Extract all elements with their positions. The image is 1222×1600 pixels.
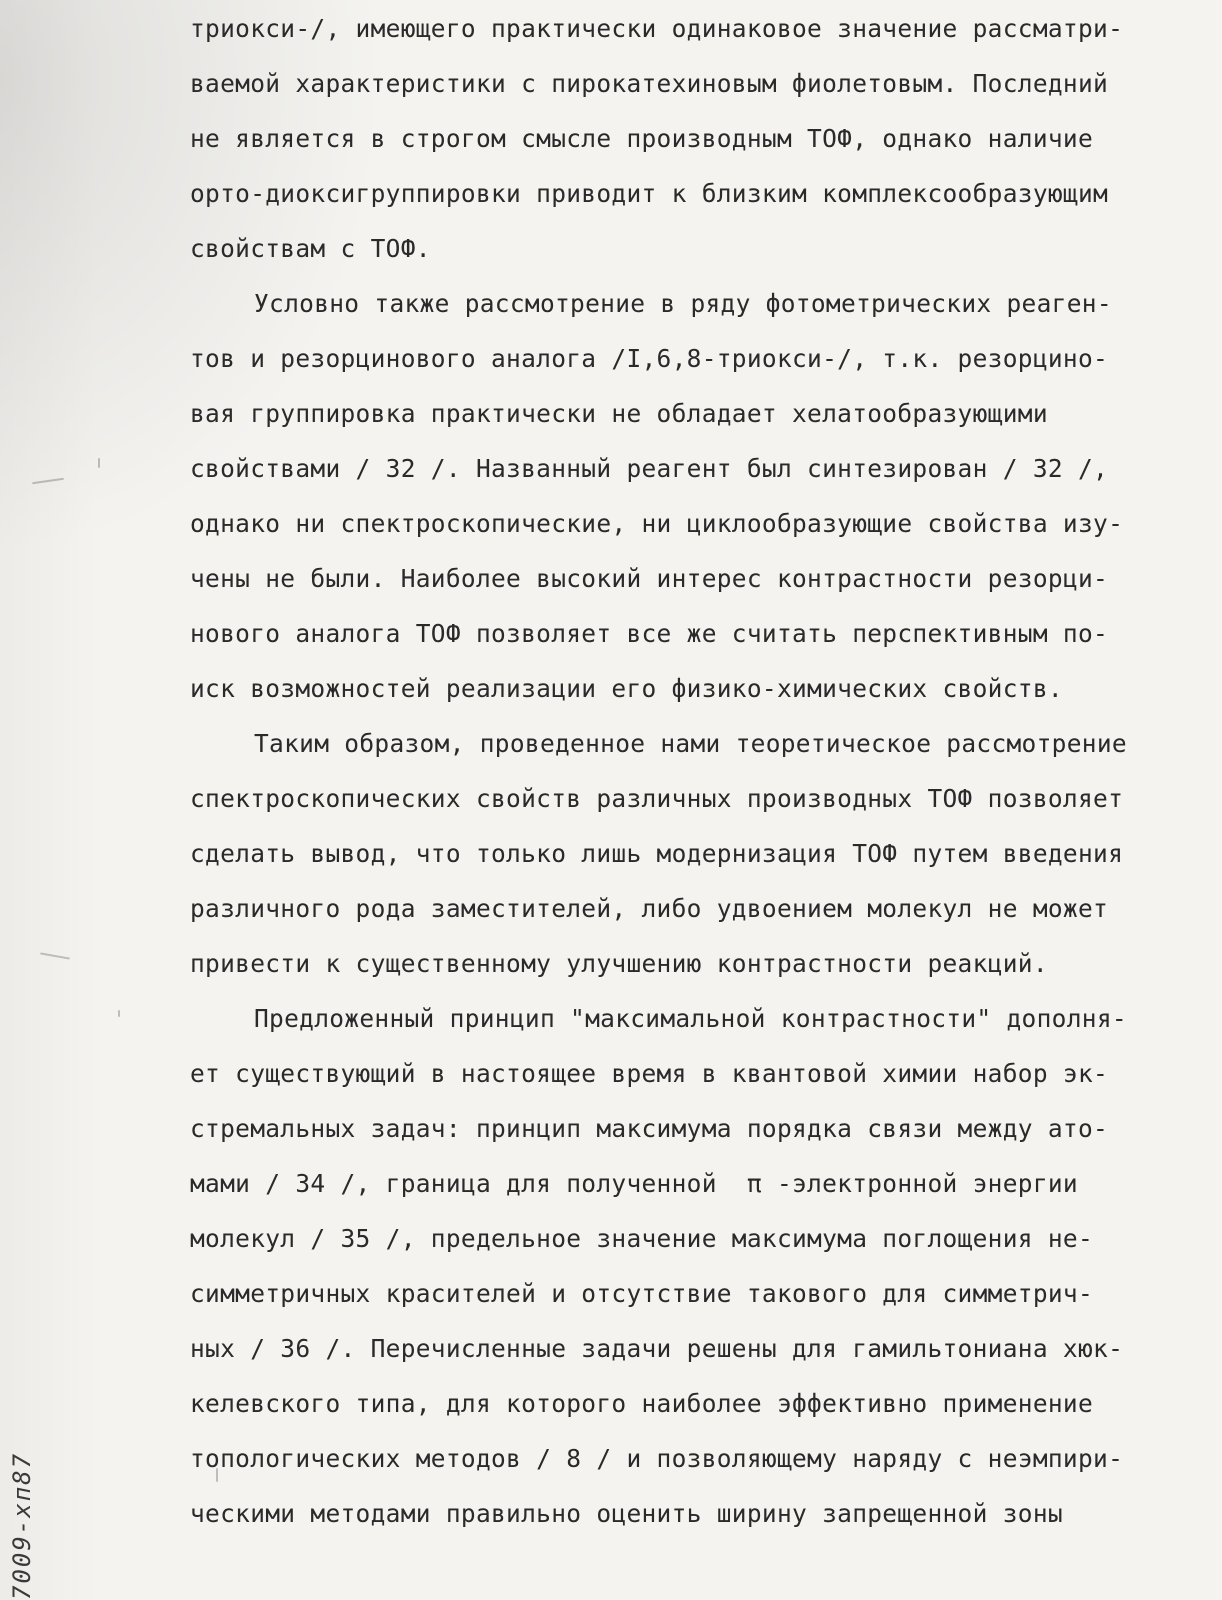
- text-line: привести к существенному улучшению контрастности реакций.: [190, 949, 1048, 978]
- body-text: [190, 0, 1190, 1540]
- scan-mark: [32, 478, 64, 484]
- paragraph-start-line: Условно также рассмотрение в ряду фотометрических реаген-: [254, 289, 1112, 318]
- text-line: спектроскопических свойств различных производных ТОФ позволяет: [190, 784, 1124, 813]
- text-line: ваемой характеристики с пирокатехиновым фиолетовым. Последний: [190, 69, 1109, 98]
- text-line: тов и резорцинового аналога /I,6,8-триокси-/, т.к. резорцино-: [190, 344, 1109, 373]
- text-line: не является в строгом смысле производным ТОФ, однако наличие: [190, 124, 1094, 153]
- text-line: стремальных задач: принцип максимума порядка связи между ато-: [190, 1114, 1109, 1143]
- text-line: топологических методов / 8 / и позволяющему наряду с неэмпири-: [190, 1444, 1124, 1473]
- text-line: свойствам с ТОФ.: [190, 234, 431, 263]
- text-line: орто-диоксигруппировки приводит к близким комплексообразующим: [190, 179, 1109, 208]
- scan-mark: [40, 952, 70, 959]
- text-line: молекул / 35 /, предельное значение максимума поглощения не-: [190, 1224, 1094, 1253]
- scan-mark: [98, 458, 100, 468]
- text-line: свойствами / 32 /. Названный реагент был синтезирован / 32 /,: [190, 454, 1109, 483]
- margin-handwritten-note: 7009-хп87: [8, 1451, 36, 1600]
- paragraph-start-line: Таким образом, проведенное нами теоретическое рассмотрение: [254, 729, 1127, 758]
- text-line: мами / 34 /, граница для полученной π -электронной энергии: [190, 1169, 1078, 1198]
- text-line: нового аналога ТОФ позволяет все же считать перспективным по-: [190, 619, 1109, 648]
- text-line: вая группировка практически не обладает хелатообразующими: [190, 399, 1048, 428]
- text-line: различного рода заместителей, либо удвоением молекул не может: [190, 894, 1109, 923]
- text-line: ных / 36 /. Перечисленные задачи решены для гамильтониана хюк-: [190, 1334, 1124, 1363]
- text-line: сделать вывод, что только лишь модернизация ТОФ путем введения: [190, 839, 1124, 868]
- text-line: иск возможностей реализации его физико-химических свойств.: [190, 674, 1063, 703]
- scan-mark: [216, 1468, 218, 1482]
- text-line: чены не были. Наиболее высокий интерес контрастности резорци-: [190, 564, 1109, 593]
- text-line: ет существующий в настоящее время в квантовой химии набор эк-: [190, 1059, 1109, 1088]
- text-line: ческими методами правильно оценить ширину запрещенной зоны: [190, 1499, 1063, 1528]
- text-line: однако ни спектроскопические, ни циклообразующие свойства изу-: [190, 509, 1124, 538]
- text-line: симметричных красителей и отсутствие такового для симметрич-: [190, 1279, 1094, 1308]
- paragraph-start-line: Предложенный принцип "максимальной контрастности" дополня-: [254, 1004, 1127, 1033]
- text-line: келевского типа, для которого наиболее эффективно применение: [190, 1389, 1094, 1418]
- text-line: триокси-/, имеющего практически одинаковое значение рассматри-: [190, 14, 1124, 43]
- scan-mark: [118, 1010, 120, 1017]
